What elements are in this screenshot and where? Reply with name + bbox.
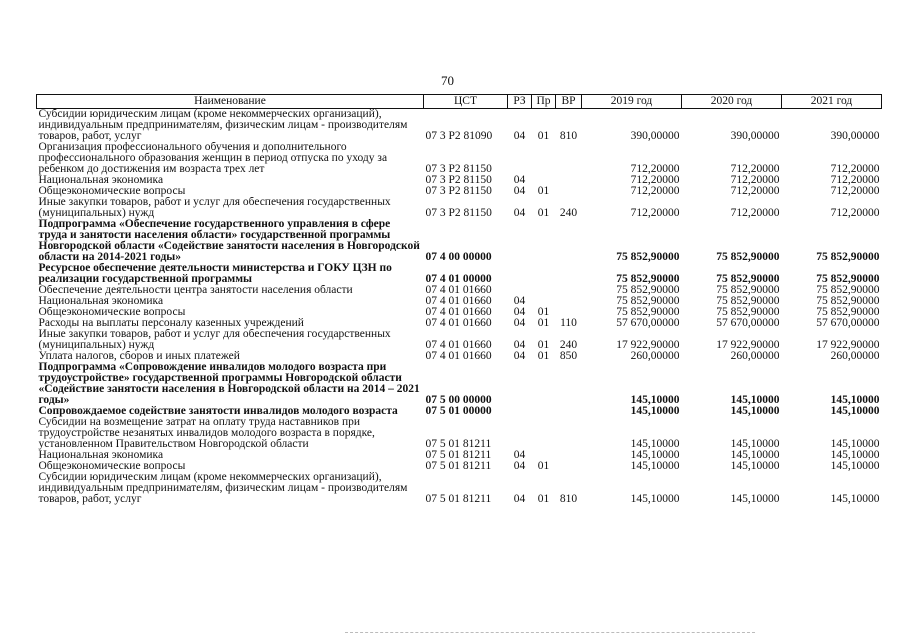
row-vr [556, 219, 582, 263]
header-rz: РЗ [508, 95, 532, 109]
row-rz [508, 362, 532, 406]
row-name: Субсидии юридическим лицам (кроме некоммерческих организаций), индивидуальным предпринимателям, физическим лицам - производителям товаров, работ, услуг [38, 472, 408, 505]
row-rz: 04 [513, 175, 526, 186]
row-vr: 240 [559, 339, 578, 351]
table-row [37, 219, 882, 263]
row-name: Сопровождаемое содействие занятости инвалидов молодого возраста [38, 406, 398, 417]
row-2020: 75 852,90000 [716, 251, 780, 263]
row-2020: 75 852,90000 [716, 273, 780, 285]
row-cst: 07 3 P2 81150 [425, 175, 492, 186]
table-row [37, 472, 882, 505]
row-2020: 57 670,00000 [716, 318, 780, 329]
row-rz: 04 [513, 186, 526, 197]
row-rz: 04 [513, 130, 526, 142]
table-row [37, 142, 882, 175]
row-pr: 01 [537, 318, 550, 329]
row-vr: 240 [559, 207, 578, 219]
row-name: Организация профессионального обучения и дополнительного профессионального образования женщин в период отпуска по уходу за ребенком до достижения им возраста трех лет [38, 142, 388, 175]
row-name: Обеспечение деятельности центра занятости населения области [38, 285, 353, 296]
header-2021: 2021 год [782, 95, 882, 109]
row-cst: 07 4 00 00000 [425, 251, 492, 263]
row-rz: 04 [513, 339, 526, 351]
header-2020: 2020 год [682, 95, 782, 109]
row-name: Подпрограмма «Сопровождение инвалидов молодого возраста при трудоустройстве» государственной программы Новгородской области «Содействие занятости населения в Новгородской области на 2014 – 2021 годы» [38, 362, 420, 406]
row-cst: 07 3 P2 81150 [425, 163, 492, 175]
row-name: Национальная экономика [38, 175, 164, 186]
row-cst: 07 4 01 01660 [425, 285, 492, 296]
table-row [37, 450, 882, 461]
row-pr [532, 219, 556, 263]
row-2020: 712,20000 [730, 175, 780, 186]
row-name: Иные закупки товаров, работ и услуг для обеспечения государственных (муниципальных) нужд [38, 197, 391, 219]
row-rz [508, 219, 532, 263]
row-vr [556, 461, 582, 472]
header-cst: ЦСТ [424, 95, 508, 109]
row-pr [532, 142, 556, 175]
row-2021: 145,10000 [830, 493, 880, 505]
row-2020: 145,10000 [730, 493, 780, 505]
row-2021: 390,00000 [830, 130, 880, 142]
row-2020: 260,00000 [730, 351, 780, 362]
row-2020: 712,20000 [730, 186, 780, 197]
row-vr [556, 362, 582, 406]
row-cst: 07 5 01 81211 [425, 438, 492, 450]
row-vr [556, 142, 582, 175]
row-vr [556, 417, 582, 450]
row-vr [556, 285, 582, 296]
row-name: Расходы на выплаты персоналу казенных учреждений [38, 318, 304, 329]
row-rz: 04 [513, 493, 526, 505]
table-row [37, 296, 882, 307]
row-2019: 57 670,00000 [616, 318, 680, 329]
row-rz: 04 [513, 450, 526, 461]
row-name: Субсидии на возмещение затрат на оплату труда наставников при трудоустройстве незанятых инвалидов молодого возраста в порядке, установленном Правительством Новгородской области [38, 417, 375, 450]
header-2019: 2019 год [582, 95, 682, 109]
row-2019: 145,10000 [630, 438, 680, 450]
row-pr: 01 [537, 307, 550, 318]
header-name: Наименование [37, 95, 424, 109]
row-2021: 712,20000 [830, 207, 880, 219]
table-row [37, 307, 882, 318]
row-2020: 75 852,90000 [716, 307, 780, 318]
row-pr [532, 362, 556, 406]
row-pr [532, 285, 556, 296]
row-2021: 145,10000 [830, 394, 880, 406]
row-cst: 07 4 01 01660 [425, 296, 492, 307]
header-vr: ВР [556, 95, 582, 109]
row-pr [532, 296, 556, 307]
row-2019: 145,10000 [630, 493, 680, 505]
row-cst: 07 4 01 00000 [425, 273, 492, 285]
header-pr: Пр [532, 95, 556, 109]
row-vr: 110 [560, 318, 577, 329]
row-name: Подпрограмма «Обеспечение государственного управления в сфере труда и занятости населения области» государственной программы Новгородской области «Содействие занятости населения в Новгородской области на 2014-2021 годы» [38, 219, 420, 263]
row-2020: 145,10000 [730, 438, 780, 450]
row-2019: 75 852,90000 [616, 273, 680, 285]
row-name: Общеэкономические вопросы [38, 461, 186, 472]
row-2021: 260,00000 [830, 351, 880, 362]
table-row [37, 285, 882, 296]
table-row [37, 406, 882, 417]
row-vr [556, 450, 582, 461]
row-vr [556, 296, 582, 307]
row-2020: 17 922,90000 [716, 339, 780, 351]
row-cst: 07 5 01 81211 [425, 461, 492, 472]
row-2021: 57 670,00000 [816, 318, 880, 329]
row-2019: 75 852,90000 [616, 285, 680, 296]
row-rz [508, 417, 532, 450]
row-name: Общеэкономические вопросы [38, 186, 186, 197]
row-2021: 145,10000 [830, 438, 880, 450]
row-2020: 145,10000 [730, 461, 780, 472]
row-2021: 712,20000 [830, 163, 880, 175]
row-2019: 712,20000 [630, 207, 680, 219]
row-2020: 145,10000 [730, 394, 780, 406]
row-pr [532, 406, 556, 417]
row-rz: 04 [513, 207, 526, 219]
row-pr: 01 [537, 351, 550, 362]
row-cst: 07 3 P2 81090 [425, 130, 493, 142]
row-2019: 390,00000 [630, 130, 680, 142]
table-header-row [37, 95, 882, 109]
row-pr: 01 [537, 186, 550, 197]
row-2019: 75 852,90000 [616, 251, 680, 263]
row-2019: 145,10000 [630, 394, 680, 406]
row-name: Ресурсное обеспечение деятельности министерства и ГОКУ ЦЗН по реализации государственной программы [38, 263, 392, 285]
table-row [37, 461, 882, 472]
row-pr: 01 [537, 339, 550, 351]
row-2019: 145,10000 [630, 450, 680, 461]
row-name: Субсидии юридическим лицам (кроме некоммерческих организаций), индивидуальным предпринимателям, физическим лицам - производителям товаров, работ, услуг [38, 108, 408, 142]
row-2019: 145,10000 [630, 461, 680, 472]
row-vr [556, 175, 582, 186]
scan-artifact-line [345, 632, 755, 635]
row-name: Национальная экономика [38, 450, 164, 461]
table-row [37, 362, 882, 406]
row-name: Иные закупки товаров, работ и услуг для обеспечения государственных (муниципальных) нужд [38, 329, 391, 351]
row-rz: 04 [513, 296, 526, 307]
table-body [37, 109, 882, 506]
row-2021: 75 852,90000 [816, 285, 880, 296]
row-2021: 145,10000 [830, 461, 880, 472]
row-rz [508, 142, 532, 175]
row-2021: 75 852,90000 [816, 307, 880, 318]
row-name: Общеэкономические вопросы [38, 307, 186, 318]
row-vr: 810 [559, 130, 578, 142]
row-2019: 712,20000 [630, 186, 680, 197]
row-rz: 04 [513, 318, 526, 329]
row-pr: 01 [537, 130, 550, 142]
row-2019: 17 922,90000 [616, 339, 680, 351]
row-2020: 712,20000 [730, 163, 780, 175]
row-pr [532, 175, 556, 186]
row-2020: 145,10000 [730, 406, 780, 417]
table-row [37, 417, 882, 450]
row-2019: 712,20000 [630, 163, 680, 175]
table-row [37, 318, 882, 329]
row-cst: 07 4 01 01660 [425, 351, 492, 362]
table-row [37, 197, 882, 219]
page-number: 70 [441, 73, 454, 88]
row-2021: 75 852,90000 [816, 296, 880, 307]
row-vr: 850 [559, 351, 578, 362]
row-2019: 145,10000 [630, 406, 680, 417]
row-cst: 07 4 01 01660 [425, 307, 492, 318]
row-cst: 07 4 01 01660 [425, 318, 492, 329]
row-pr: 01 [537, 493, 550, 505]
row-pr [532, 263, 556, 285]
row-rz [508, 285, 532, 296]
row-rz: 04 [513, 461, 526, 472]
row-vr [556, 307, 582, 318]
row-2021: 712,20000 [830, 186, 880, 197]
row-2020: 75 852,90000 [716, 285, 780, 296]
row-2020: 145,10000 [730, 450, 780, 461]
table-row [37, 109, 882, 143]
row-2019: 260,00000 [630, 351, 680, 362]
row-vr [556, 263, 582, 285]
row-2021: 712,20000 [830, 175, 880, 186]
row-name: Уплата налогов, сборов и иных платежей [38, 351, 240, 362]
row-cst: 07 5 01 81211 [425, 493, 492, 505]
row-cst: 07 5 00 00000 [425, 394, 492, 406]
row-cst: 07 5 01 00000 [425, 406, 492, 417]
row-vr [556, 406, 582, 417]
row-2019: 75 852,90000 [616, 296, 680, 307]
table-row [37, 351, 882, 362]
table-row [37, 175, 882, 186]
row-rz [508, 406, 532, 417]
row-rz: 04 [513, 351, 526, 362]
row-2020: 75 852,90000 [716, 296, 780, 307]
row-pr [532, 450, 556, 461]
row-rz: 04 [513, 307, 526, 318]
row-2021: 145,10000 [830, 450, 880, 461]
row-2021: 75 852,90000 [816, 251, 880, 263]
row-cst: 07 3 P2 81150 [425, 207, 492, 219]
row-2021: 145,10000 [830, 406, 880, 417]
row-vr [556, 186, 582, 197]
row-cst: 07 5 01 81211 [425, 450, 492, 461]
row-pr: 01 [537, 207, 550, 219]
row-2021: 75 852,90000 [816, 273, 880, 285]
row-vr: 810 [559, 493, 578, 505]
row-2019: 712,20000 [630, 175, 680, 186]
budget-table [36, 94, 882, 505]
row-cst: 07 4 01 01660 [425, 339, 492, 351]
row-pr: 01 [537, 461, 550, 472]
row-cst: 07 3 P2 81150 [425, 186, 492, 197]
row-2019: 75 852,90000 [616, 307, 680, 318]
table-row [37, 329, 882, 351]
row-2020: 390,00000 [730, 130, 780, 142]
table-row [37, 186, 882, 197]
row-name: Национальная экономика [38, 296, 164, 307]
row-rz [508, 263, 532, 285]
row-2021: 17 922,90000 [816, 339, 880, 351]
row-2020: 712,20000 [730, 207, 780, 219]
row-pr [532, 417, 556, 450]
table-row [37, 263, 882, 285]
